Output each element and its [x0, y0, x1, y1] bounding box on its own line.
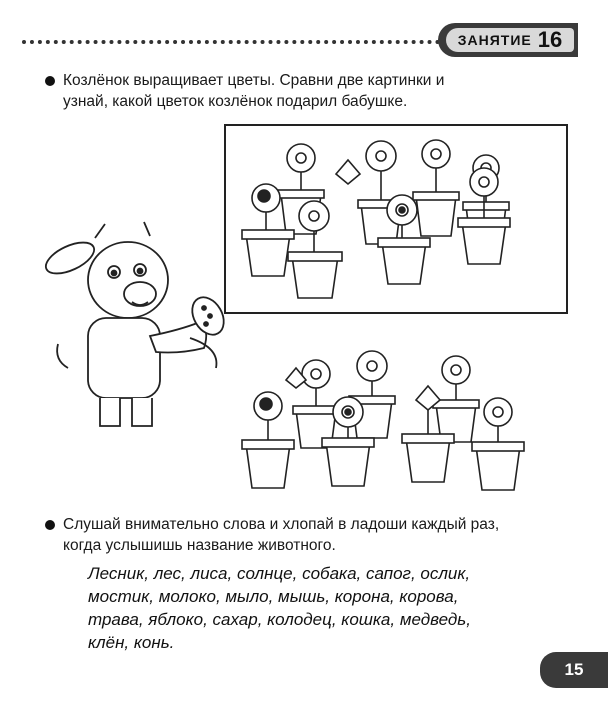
- top-flowers-illustration: [226, 126, 562, 308]
- bottom-flowers-illustration: [236, 340, 536, 500]
- page-number-tab: [540, 652, 608, 688]
- task-1: [63, 70, 553, 112]
- task-2-line-2: когда услышишь название животного.: [63, 537, 336, 554]
- bullet-icon: [45, 76, 55, 86]
- lesson-word: ЗАНЯТИЕ: [457, 32, 532, 48]
- lesson-number: 16: [537, 27, 563, 52]
- word-list-line: Лесник, лес, лиса, солнце, собака, сапог, ослик,: [88, 564, 471, 583]
- goat-illustration: [40, 218, 230, 448]
- word-list-line: клён, конь.: [88, 633, 175, 652]
- word-list: [88, 562, 568, 654]
- task-1-line-2: узнай, какой цветок козлёнок подарил бабушке.: [63, 93, 408, 110]
- page-number: 15: [564, 660, 584, 679]
- word-list-line: трава, яблоко, сахар, колодец, кошка, медведь,: [88, 610, 471, 629]
- dotted-rule: [22, 40, 440, 44]
- task-1-line-1: Козлёнок выращивает цветы. Сравни две картинки и: [63, 72, 445, 89]
- task-2-line-1: Слушай внимательно слова и хлопай в ладоши каждый раз,: [63, 516, 500, 533]
- word-list-line: мостик, молоко, мыло, мышь, корона, корова,: [88, 587, 459, 606]
- lesson-label: [446, 28, 574, 52]
- bullet-icon: [45, 520, 55, 530]
- task-2: [63, 514, 563, 556]
